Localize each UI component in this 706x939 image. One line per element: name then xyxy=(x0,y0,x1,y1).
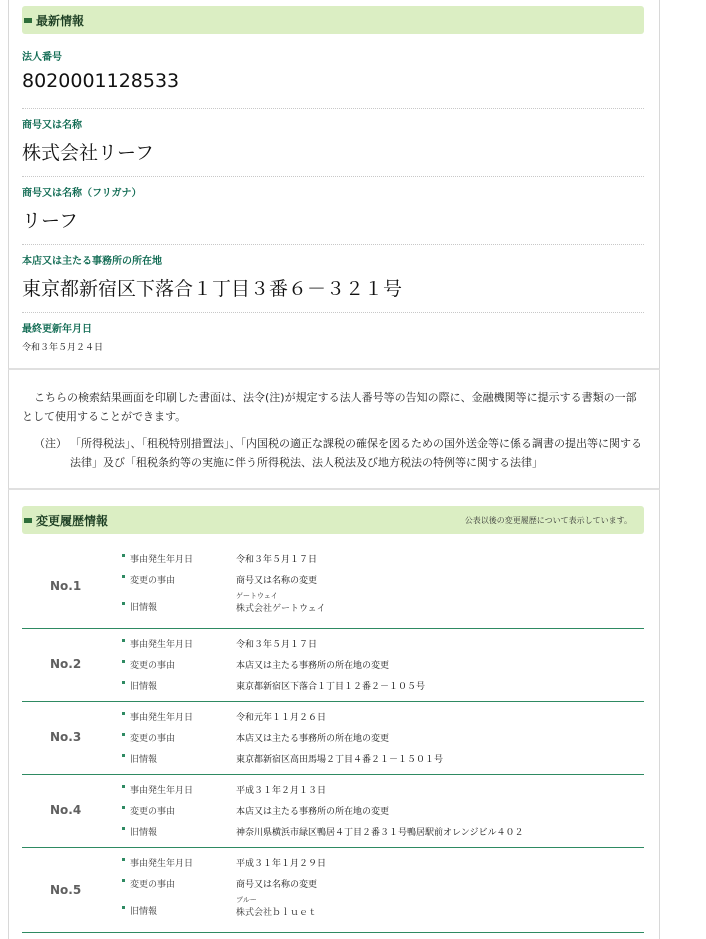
trade-name-field xyxy=(22,120,644,165)
latest-info-header xyxy=(22,6,644,34)
date-value: 令和３年５月１７日 xyxy=(236,555,318,565)
old-key: 旧情報 xyxy=(130,682,158,692)
date-key: 事由発生年月日 xyxy=(130,640,194,650)
latest-info-title: 最新情報 xyxy=(36,14,85,28)
old-key: 旧情報 xyxy=(130,603,158,613)
history-number: No.1 xyxy=(50,579,82,593)
history-number: No.5 xyxy=(50,883,82,897)
corporate-number-label: 法人番号 xyxy=(22,52,62,63)
history-title: 変更履歴情報 xyxy=(36,514,109,528)
reason-key: 変更の事由 xyxy=(130,734,176,744)
old-kana: ゲートウェイ xyxy=(236,592,278,600)
latest-info-panel xyxy=(8,0,660,370)
old-value: 神奈川県横浜市緑区鴨居４丁目２番３１号鴨居駅前オレンジビル４０２ xyxy=(236,828,524,838)
history-row xyxy=(22,775,644,848)
reason-value: 商号又は名称の変更 xyxy=(236,880,318,890)
address-field xyxy=(22,256,644,301)
section-marker-icon xyxy=(24,518,32,523)
notice-footnote xyxy=(22,434,647,472)
date-value: 平成３１年１月２９日 xyxy=(236,859,327,869)
history-note: 公表以後の変更履歴について表示しています。 xyxy=(464,516,632,525)
date-value: 令和元年１１月２６日 xyxy=(236,713,327,723)
reason-value: 商号又は名称の変更 xyxy=(236,576,318,586)
old-value: 株式会社ｂｌｕｅｔ xyxy=(236,908,318,918)
old-key: 旧情報 xyxy=(130,828,158,838)
date-value: 令和３年５月１７日 xyxy=(236,640,318,650)
date-key: 事由発生年月日 xyxy=(130,713,194,723)
corporate-number-value: 8020001128533 xyxy=(22,70,180,92)
history-number: No.4 xyxy=(50,803,82,817)
old-value: 東京都新宿区高田馬場２丁目４番２１－１５０１号 xyxy=(236,755,444,765)
footnote-prefix: （注） xyxy=(34,437,67,450)
old-value: 株式会社ゲートウェイ xyxy=(236,604,326,614)
reason-value: 本店又は主たる事務所の所在地の変更 xyxy=(236,807,390,817)
reason-key: 変更の事由 xyxy=(130,661,176,671)
history-number: No.2 xyxy=(50,657,82,671)
trade-name-value: 株式会社リーフ xyxy=(22,142,155,164)
corporate-number-field xyxy=(22,52,644,92)
address-value: 東京都新宿区下落合１丁目３番６－３２１号 xyxy=(22,278,403,300)
reason-key: 変更の事由 xyxy=(130,576,176,586)
reason-value: 本店又は主たる事務所の所在地の変更 xyxy=(236,661,390,671)
history-row xyxy=(22,629,644,702)
last-updated-field xyxy=(22,324,644,353)
date-value: 平成３１年２月１３日 xyxy=(236,786,327,796)
reason-key: 変更の事由 xyxy=(130,880,176,890)
date-key: 事由発生年月日 xyxy=(130,859,194,869)
reason-value: 本店又は主たる事務所の所在地の変更 xyxy=(236,734,390,744)
trade-name-kana-value: リーフ xyxy=(22,210,79,232)
old-key: 旧情報 xyxy=(130,755,158,765)
history-header xyxy=(22,506,644,534)
trade-name-kana-label: 商号又は名称（フリガナ） xyxy=(22,188,142,199)
date-key: 事由発生年月日 xyxy=(130,786,194,796)
reason-key: 変更の事由 xyxy=(130,807,176,817)
history-number: No.3 xyxy=(50,730,82,744)
old-kana: ブルー xyxy=(236,896,257,904)
history-row xyxy=(22,702,644,775)
history-row xyxy=(22,848,644,933)
footnote-text: 「所得税法」、「租税特別措置法」、「内国税の適正な課税の確保を図るための国外送金等に係る調書の提出等に関する法律」及び「租税条約等の実施に伴う所得税法、法人税法及び地方税法の特例等に関する法律」 xyxy=(70,437,642,469)
date-key: 事由発生年月日 xyxy=(130,555,194,565)
history-row xyxy=(22,544,644,629)
old-value: 東京都新宿区下落合１丁目１２番２－１０５号 xyxy=(236,682,426,692)
notice-panel xyxy=(8,370,660,490)
last-updated-value: 令和３年５月２４日 xyxy=(22,343,104,353)
last-updated-label: 最終更新年月日 xyxy=(22,324,92,335)
trade-name-kana-field xyxy=(22,188,644,233)
trade-name-label: 商号又は名称 xyxy=(22,120,82,131)
notice-text: こちらの検索結果画面を印刷した書面は、法令(注)が規定する法人番号等の告知の際に、金融機関等に提示する書類の一部として使用することができます。 xyxy=(22,391,637,423)
history-panel xyxy=(8,490,660,939)
address-label: 本店又は主たる事務所の所在地 xyxy=(22,256,162,267)
old-key: 旧情報 xyxy=(130,907,158,917)
section-marker-icon xyxy=(24,18,32,23)
